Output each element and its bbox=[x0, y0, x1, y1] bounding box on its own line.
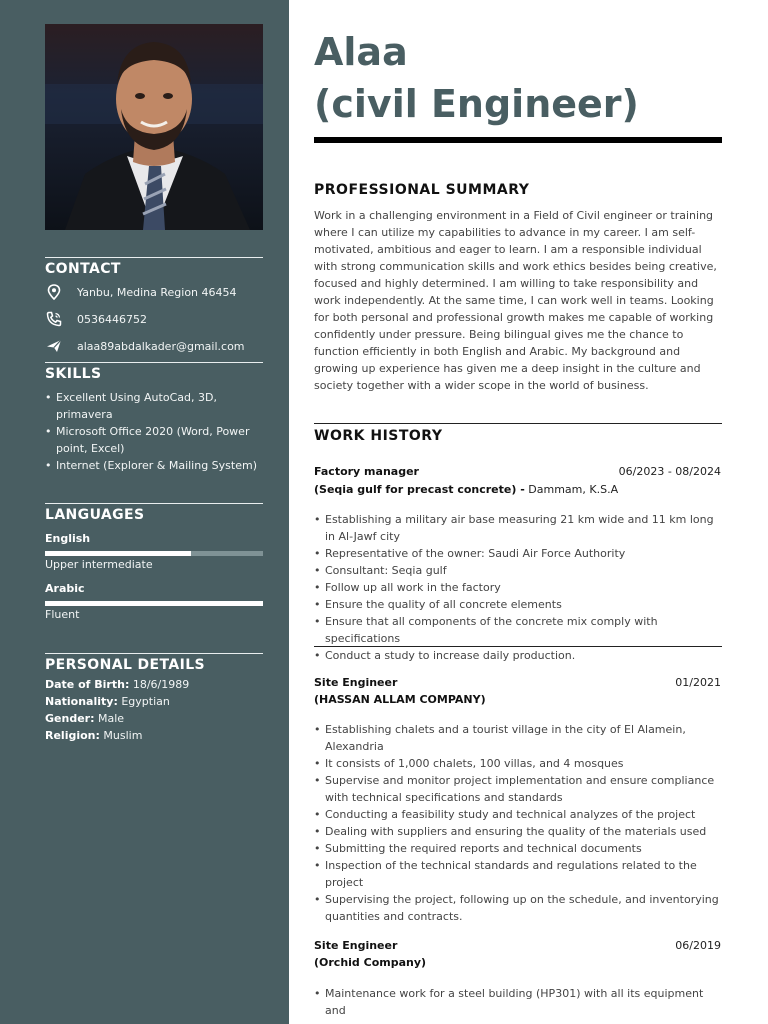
contact-address bbox=[45, 283, 263, 301]
contact-heading: CONTACT bbox=[45, 261, 121, 277]
language-name-arabic: Arabic bbox=[45, 582, 85, 595]
languages-heading: LANGUAGES bbox=[45, 507, 145, 523]
candidate-name: Alaa bbox=[314, 30, 408, 74]
address-text: Yanbu, Medina Region 46454 bbox=[77, 285, 237, 299]
divider bbox=[45, 362, 263, 363]
duty-item: • Inspection of the technical standards and regulations related to the project bbox=[314, 857, 724, 891]
religion-value: Muslim bbox=[103, 729, 143, 742]
language-level-english: Upper intermediate bbox=[45, 558, 153, 571]
sidebar bbox=[0, 0, 289, 1024]
gender-label: Gender: bbox=[45, 712, 95, 725]
duty-item: • Establishing a military air base measuring 21 km wide and 11 km long in Al-Jawf city bbox=[314, 511, 724, 545]
language-fill-arabic bbox=[45, 601, 263, 606]
religion-label: Religion: bbox=[45, 729, 100, 742]
duty-item: • Dealing with suppliers and ensuring the quality of the materials used bbox=[314, 823, 724, 840]
summary-text: Work in a challenging environment in a Field of Civil engineer or training where I can utilize my capabilities to advance in my career. I am self-motivated, ambitious and eager to learn. I am a responsible individual with strong communication skills and work ethics besides being creative, focused and highly determined. I am willing to take responsibility and work independently. At the same time, I can work well in teams. Looking for both personal and professional growth makes me capable of working confidently under pressure. Being bilingual gives me the chance to function efficiently in both English and Arabic. My background and growing up experience has given me a deep insight in the culture and society together with a wider scope in the world of business. bbox=[314, 209, 717, 392]
skill-item: • Internet (Explorer & Mailing System) bbox=[45, 457, 263, 474]
phone-text[interactable]: 0536446752 bbox=[77, 312, 147, 326]
phone-icon bbox=[45, 310, 63, 328]
duty-item: • Representative of the owner: Saudi Air Force Authority bbox=[314, 545, 724, 562]
dob-label: Date of Birth: bbox=[45, 678, 130, 691]
work-history-heading: WORK HISTORY bbox=[314, 428, 443, 444]
language-bar-english bbox=[45, 551, 263, 556]
duty-item: • Follow up all work in the factory bbox=[314, 579, 724, 596]
language-bar-arabic bbox=[45, 601, 263, 606]
header-rule bbox=[314, 137, 722, 143]
job-duties bbox=[314, 985, 724, 1019]
job-title: Site Engineer bbox=[314, 676, 398, 689]
contact-email bbox=[45, 337, 263, 355]
job-company bbox=[314, 693, 486, 706]
company-location: Dammam, K.S.A bbox=[524, 483, 619, 496]
duty-item: • Conducting a feasibility study and technical analyzes of the project bbox=[314, 806, 724, 823]
candidate-title: (civil Engineer) bbox=[314, 82, 639, 126]
dob-value: 18/6/1989 bbox=[132, 678, 190, 691]
skill-item: • Microsoft Office 2020 (Word, Power point, Excel) bbox=[45, 423, 263, 457]
dob-row bbox=[45, 678, 189, 691]
duty-item: • Ensure the quality of all concrete elements bbox=[314, 596, 724, 613]
contact-phone bbox=[45, 310, 263, 328]
profile-photo bbox=[45, 24, 263, 230]
gender-value: Male bbox=[97, 712, 125, 725]
email-text[interactable]: alaa89abdalkader@gmail.com bbox=[77, 339, 245, 353]
skills-list bbox=[45, 389, 263, 474]
gender-row bbox=[45, 712, 124, 725]
skills-heading: SKILLS bbox=[45, 366, 102, 382]
nationality-value: Egyptian bbox=[121, 695, 170, 708]
duty-item: • Submitting the required reports and technical documents bbox=[314, 840, 724, 857]
duty-item: • It consists of 1,000 chalets, 100 villas, and 4 mosques bbox=[314, 755, 724, 772]
job-company bbox=[314, 956, 426, 969]
personal-details-heading: PERSONAL DETAILS bbox=[45, 657, 206, 673]
job-duties bbox=[314, 511, 724, 664]
duty-item: • Ensure that all components of the concrete mix comply with specifications bbox=[314, 613, 724, 647]
location-pin-icon bbox=[45, 283, 63, 301]
duty-item: • Establishing chalets and a tourist village in the city of El Alamein, Alexandria bbox=[314, 721, 724, 755]
job-date: 06/2023 - 08/2024 bbox=[618, 465, 721, 478]
company-name: (Orchid Company) bbox=[314, 956, 427, 969]
duty-item: • Maintenance work for a steel building (HP301) with all its equipment and bbox=[314, 985, 724, 1019]
name-block bbox=[314, 26, 724, 130]
send-icon bbox=[45, 337, 63, 355]
job-date: 06/2019 bbox=[675, 939, 721, 952]
skill-item: • Excellent Using AutoCad, 3D, primavera bbox=[45, 389, 263, 423]
job-title: Site Engineer bbox=[314, 939, 398, 952]
duty-item: • Supervising the project, following up on the schedule, and inventorying quantities and contracts. bbox=[314, 891, 724, 925]
company-name: (HASSAN ALLAM COMPANY) bbox=[314, 693, 486, 706]
company-name: (Seqia gulf for precast concrete) - bbox=[314, 483, 525, 496]
divider bbox=[45, 257, 263, 258]
nationality-label: Nationality: bbox=[45, 695, 118, 708]
divider bbox=[45, 653, 263, 654]
language-fill-english bbox=[45, 551, 191, 556]
summary-heading: PROFESSIONAL SUMMARY bbox=[314, 182, 530, 198]
divider bbox=[314, 646, 722, 647]
job-company bbox=[314, 483, 618, 496]
job-date: 01/2021 bbox=[675, 676, 721, 689]
language-level-arabic: Fluent bbox=[45, 608, 80, 621]
nationality-row bbox=[45, 695, 170, 708]
divider bbox=[314, 423, 722, 424]
job-duties bbox=[314, 721, 724, 925]
divider bbox=[45, 503, 263, 504]
duty-item: • Consultant: Seqia gulf bbox=[314, 562, 724, 579]
duty-item: • Supervise and monitor project implementation and ensure compliance with technical specifications and standards bbox=[314, 772, 724, 806]
language-name-english: English bbox=[45, 532, 91, 545]
job-title: Factory manager bbox=[314, 465, 419, 478]
duty-item: • Conduct a study to increase daily production. bbox=[314, 647, 724, 664]
religion-row bbox=[45, 729, 142, 742]
